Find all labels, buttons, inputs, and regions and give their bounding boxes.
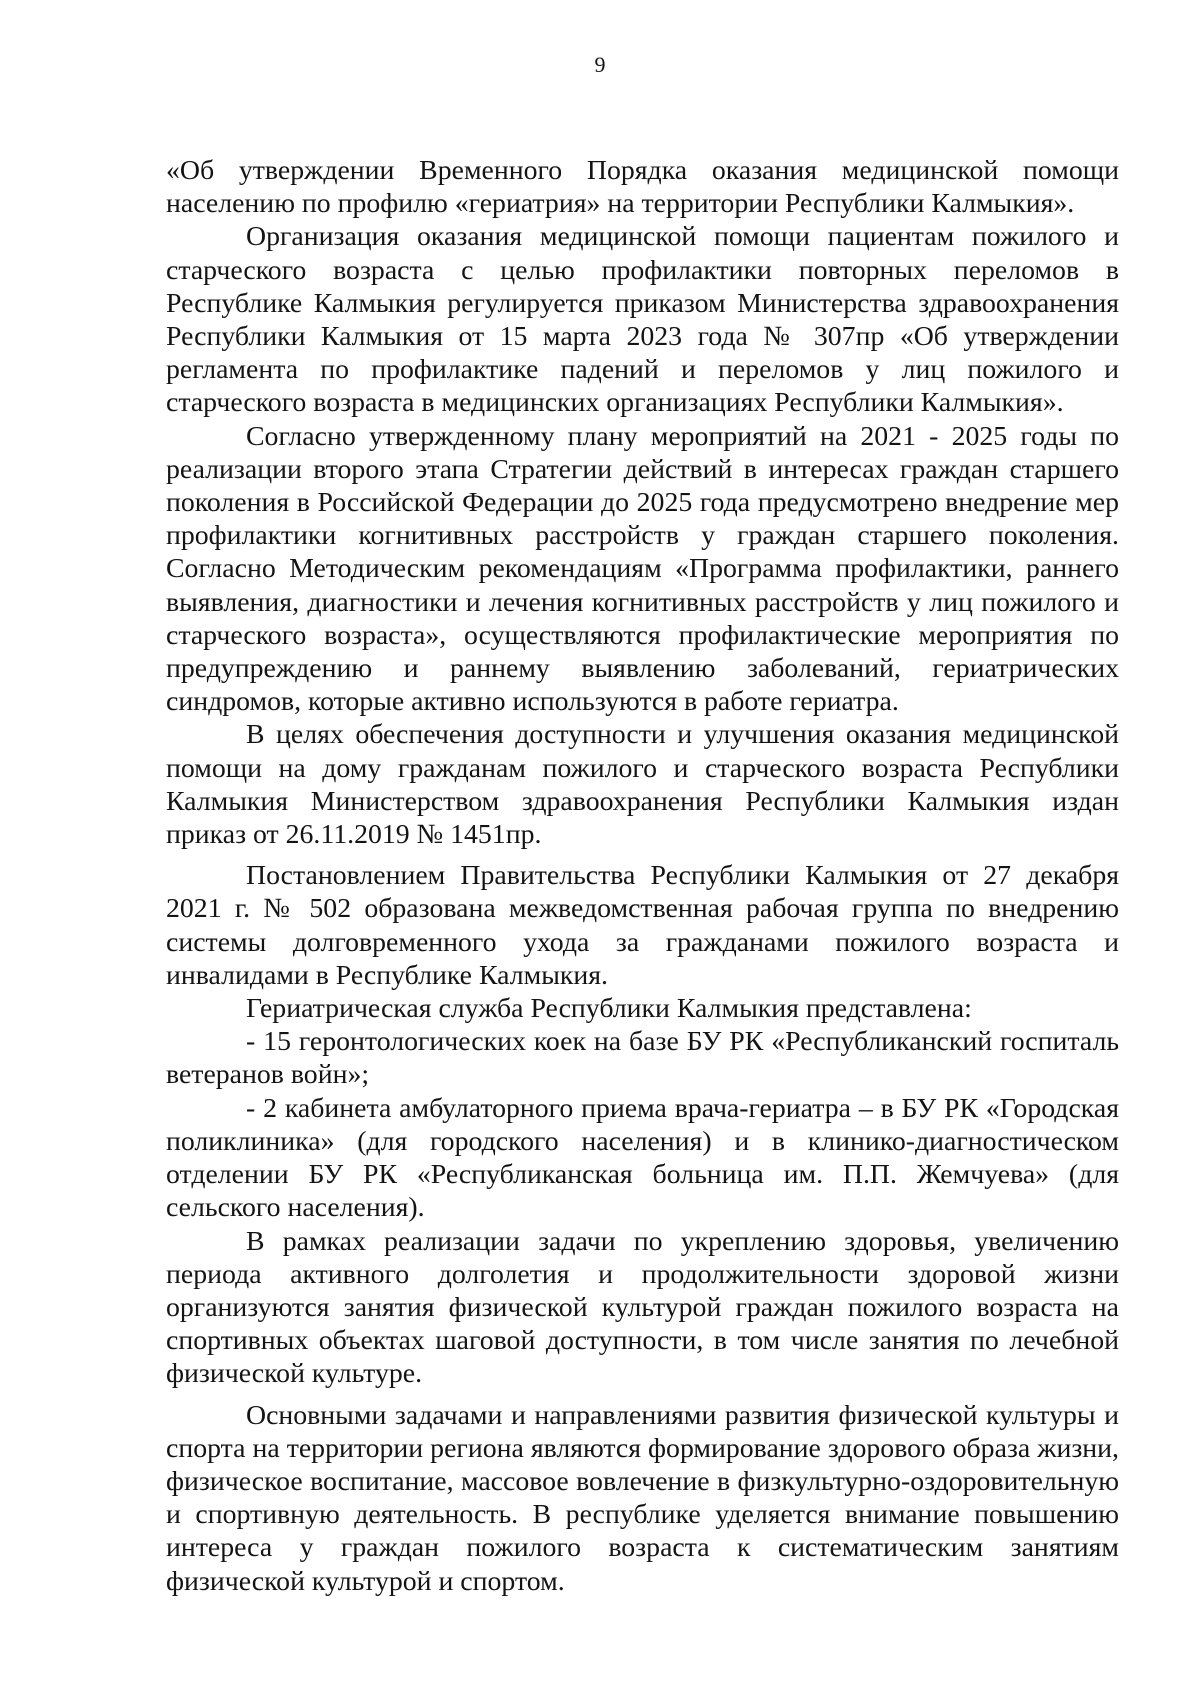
paragraph: В рамках реализации задачи по укреплению здоровья, увеличению периода активного долголетия и продолжительности здоровой жизни организуются занятия физической культурой граждан пожилого возраста на спортивных объектах шаговой доступности, в том числе занятия по лечебной физической культуре.: [166, 1225, 1119, 1390]
paragraph: В целях обеспечения доступности и улучшения оказания медицинской помощи на дому гражданам пожилого и старческого возраста Республики Калмыкия Министерством здравоохранения Республики Калмыкия издан приказ от 26.11.2019 № 1451пр.: [166, 719, 1119, 851]
list-item: - 15 геронтологических коек на базе БУ РК «Республиканский госпиталь ветеранов войн»;: [166, 1026, 1119, 1091]
paragraph: Организация оказания медицинской помощи пациентам пожилого и старческого возраста с целью профилактики повторных переломов в Республике Калмыкия регулируется приказом Министерства здравоохранения Республики Калмыкия от 15 марта 2023 года № 307пр «Об утверждении регламента по профилактике падений и переломов у лиц пожилого и старческого возраста в медицинских организациях Республики Калмыкия».: [166, 221, 1119, 419]
paragraph: Согласно утвержденному плану мероприятий на 2021 - 2025 годы по реализации второго этапа Стратегии действий в интересах граждан старшего поколения в Российской Федерации до 2025 года предусмотрено внедрение мер профилактики когнитивных расстройств у граждан старшего поколения. Согласно Методическим рекомендациям «Программа профилактики, раннего выявления, диагностики и лечения когнитивных расстройств у лиц пожилого и старческого возраста», осуществляются профилактические мероприятия по предупреждению и раннему выявлению заболеваний, гериатрических синдромов, которые активно используются в работе гериатра.: [166, 420, 1119, 718]
paragraph: Основными задачами и направлениями развития физической культуры и спорта на территории региона являются формирование здорового образа жизни, физическое воспитание, массовое вовлечение в физкультурно-оздоровительную и спортивную деятельность. В республике уделяется внимание повышению интереса у граждан пожилого возраста к систематическим занятиям физической культурой и спортом.: [166, 1399, 1119, 1597]
page-number: 9: [594, 52, 606, 77]
document-body: [166, 154, 1119, 1598]
paragraph: «Об утверждении Временного Порядка оказания медицинской помощи населению по профилю «гериатрия» на территории Республики Калмыкия».: [166, 155, 1119, 220]
list-item: - 2 кабинета амбулаторного приема врача-гериатра – в БУ РК «Городская поликлиника» (для городского населения) и в клинико-диагностическом отделении БУ РК «Республиканская больница им. П.П. Жемчуева» (для сельского населения).: [166, 1092, 1119, 1224]
paragraph: Постановлением Правительства Республики Калмыкия от 27 декабря 2021 г. № 502 образована межведомственная рабочая группа по внедрению системы долговременного ухода за гражданами пожилого возраста и инвалидами в Республике Калмыкия.: [166, 860, 1119, 991]
paragraph: Гериатрическая служба Республики Калмыкия представлена:: [246, 993, 972, 1025]
